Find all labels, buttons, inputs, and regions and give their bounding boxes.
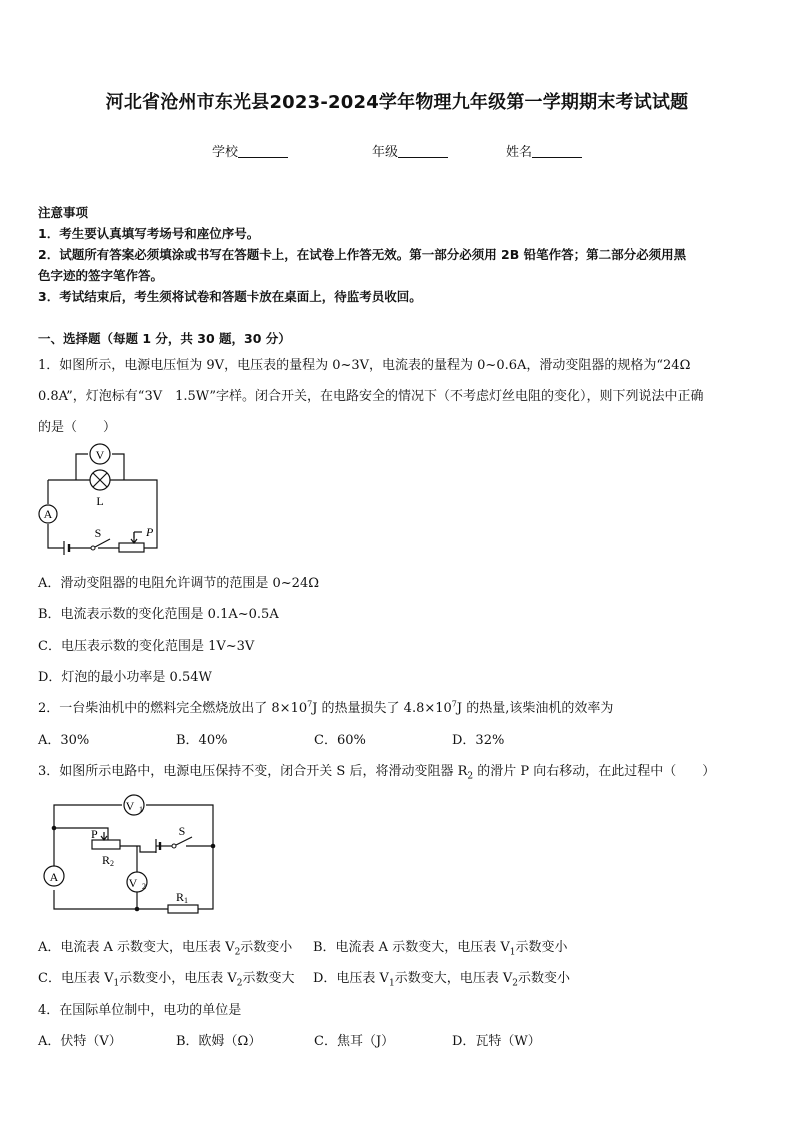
- q3-option-subscript: 1: [509, 947, 516, 958]
- q3-option-text: D．电压表 V: [313, 971, 389, 986]
- q3-option-text: 示数变小，电压表 V: [119, 971, 237, 986]
- q1-option-d[interactable]: D．灯泡的最小功率是 0.54W: [38, 670, 212, 685]
- q4-option-d[interactable]: D．瓦特（W）: [452, 1034, 541, 1049]
- q4-stem: 4．在国际单位制中，电功的单位是: [38, 1003, 242, 1018]
- q3-option-subscript: 2: [512, 978, 518, 989]
- junction-dot: [211, 844, 216, 849]
- q3-stem-part: 3．如图所示电路中，电源电压保持不变，闭合开关 S 后，将滑动变阻器 R: [38, 764, 468, 779]
- rheostat-symbol: [119, 543, 144, 552]
- notice-item: 3．考试结束后，考生须将试卷和答题卡放在桌面上，待监考员收回。: [38, 289, 422, 304]
- q3-option-text: 示数变小: [240, 940, 293, 955]
- voltmeter-label: V: [95, 448, 105, 462]
- v2-label: V: [128, 876, 138, 890]
- school-field: [212, 141, 288, 160]
- q3-option-subscript: 2: [234, 947, 241, 958]
- q3-subscript: 2: [467, 771, 474, 782]
- q2-stem-part: J 的热量损失了 4.8×10: [312, 701, 452, 716]
- v1-subscript: 1: [139, 805, 143, 814]
- r1-subscript: 1: [184, 896, 188, 905]
- exam-title: 河北省沧州市东光县2023-2024学年物理九年级第一学期期末考试试题: [105, 92, 689, 113]
- q4-option-a[interactable]: A．伏特（V）: [38, 1034, 122, 1049]
- q3-stem: [38, 760, 715, 782]
- q2-option-c[interactable]: C．60%: [314, 733, 366, 748]
- grade-field: [372, 141, 448, 160]
- section-heading: 一、选择题（每题 1 分，共 30 题，30 分）: [38, 331, 291, 346]
- switch-contact: [172, 844, 176, 848]
- q2-stem-part: J 的热量,该柴油机的效率为: [456, 701, 614, 716]
- q3-option-subscript: 2: [236, 978, 243, 989]
- q1-option-b[interactable]: B．电流表示数的变化范围是 0.1A~0.5A: [38, 607, 279, 622]
- q1-stem-line: 0.8A”，灯泡标有“3V 1.5W”字样。闭合开关，在电路安全的情况下（不考虑灯丝电阻的变化），则下列说法中正确: [38, 389, 704, 404]
- name-blank[interactable]: [532, 145, 582, 158]
- q3-option-a[interactable]: [38, 936, 292, 958]
- junction-dot: [52, 826, 57, 831]
- rheostat-r2-symbol: [92, 840, 120, 849]
- notice-heading: 注意事项: [38, 205, 89, 220]
- ammeter-label: A: [49, 870, 59, 884]
- lamp-label: L: [96, 494, 104, 508]
- slider-label: P: [91, 827, 98, 841]
- switch-label: S: [94, 526, 102, 540]
- q2-option-b[interactable]: B．40%: [176, 733, 228, 748]
- q3-option-text: 示数变小: [517, 971, 570, 986]
- school-blank[interactable]: [238, 145, 288, 158]
- q3-option-text: C．电压表 V: [38, 971, 114, 986]
- ammeter-label: A: [43, 507, 53, 521]
- q2-option-d[interactable]: D．32%: [452, 733, 505, 748]
- notice-item: 1．考生要认真填写考场号和座位序号。: [38, 226, 260, 241]
- q1-circuit-diagram: [36, 440, 166, 556]
- q2-stem-part: 2．一台柴油机中的燃料完全燃烧放出了 8×10: [38, 701, 308, 716]
- q1-option-a[interactable]: A．滑动变阻器的电阻允许调节的范围是 0~24Ω: [38, 576, 320, 591]
- q3-option-c[interactable]: [38, 967, 294, 989]
- q2-stem: [38, 697, 613, 716]
- switch-contact: [91, 546, 95, 550]
- q4-option-c[interactable]: C．焦耳（J）: [314, 1034, 395, 1049]
- switch-arm: [95, 539, 110, 547]
- name-field: [506, 141, 582, 160]
- slider-arrow: [131, 532, 137, 543]
- q3-option-text: 示数变小: [515, 940, 568, 955]
- q3-option-subscript: 1: [113, 978, 120, 989]
- v2-subscript: 2: [142, 882, 146, 891]
- q3-option-text: 示数变大，电压表 V: [394, 971, 513, 986]
- q3-option-d[interactable]: [313, 967, 570, 989]
- q2-exponent: 7: [451, 699, 457, 709]
- notice-item: 色字迹的签字笔作答。: [38, 268, 164, 283]
- switch-label: S: [178, 824, 186, 838]
- name-label: 姓名: [506, 145, 533, 160]
- r1-label: R: [176, 890, 185, 904]
- q3-circuit-diagram: [36, 792, 226, 920]
- q3-option-b[interactable]: [313, 936, 567, 958]
- q1-stem-line: 的是（ ）: [38, 420, 117, 435]
- q2-option-a[interactable]: A．30%: [38, 733, 90, 748]
- q4-option-b[interactable]: B．欧姆（Ω）: [176, 1034, 262, 1049]
- school-label: 学校: [212, 145, 239, 160]
- q1-option-c[interactable]: C．电压表示数的变化范围是 1V~3V: [38, 639, 255, 654]
- resistor-r1-symbol: [168, 905, 198, 913]
- grade-label: 年级: [372, 145, 399, 160]
- slider-label: P: [146, 525, 154, 539]
- r2-subscript: 2: [110, 859, 114, 868]
- junction-dot: [135, 907, 140, 912]
- q3-option-text: 示数变大: [242, 971, 295, 986]
- q3-option-text: A．电流表 A 示数变大，电压表 V: [38, 940, 235, 955]
- notice-item: 2．试题所有答案必须填涂或书写在答题卡上，在试卷上作答无效。第一部分必须用 2B 铅笔作答；第二部分必须用黑: [38, 247, 687, 262]
- r2-label: R: [102, 853, 111, 867]
- q2-exponent: 7: [307, 699, 313, 709]
- q3-option-text: B．电流表 A 示数变大，电压表 V: [313, 940, 510, 955]
- grade-blank[interactable]: [398, 145, 448, 158]
- v1-label: V: [125, 799, 135, 813]
- switch-arm: [176, 837, 192, 845]
- q3-option-subscript: 1: [388, 978, 395, 989]
- q1-stem-line: 1．如图所示，电源电压恒为 9V，电压表的量程为 0~3V，电流表的量程为 0~0.6A，滑动变阻器的规格为“24Ω: [38, 358, 691, 373]
- slider-arrow: [101, 832, 107, 840]
- q3-stem-part: 的滑片 P 向右移动，在此过程中（ ）: [473, 764, 716, 779]
